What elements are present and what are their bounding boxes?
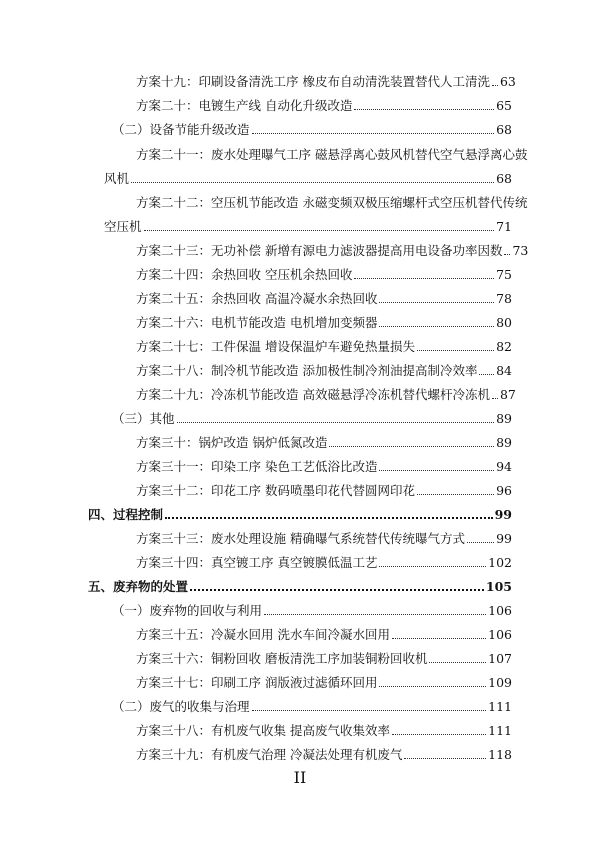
dot-leader — [392, 734, 486, 735]
toc-entry-35[interactable] — [136, 627, 512, 643]
toc-entry-20[interactable] — [136, 98, 512, 114]
toc-entry-22-line1[interactable]: 方案二十二：空压机节能改造 永磁变频双极压缩螺杆式空压机替代传统 — [136, 195, 528, 210]
dot-leader — [379, 686, 486, 687]
toc-section-5-2[interactable] — [112, 699, 512, 715]
toc-entry-36[interactable] — [136, 651, 512, 667]
toc-entry-21[interactable] — [104, 171, 512, 187]
toc-entry-26[interactable] — [136, 315, 512, 331]
toc-entry-title: 方案三十七：印刷工序 润版液过滤循环回用 — [136, 675, 378, 690]
toc-entry-title: 方案二十四：余热回收 空压机余热回收 — [136, 267, 353, 282]
toc-entry-title: 方案三十四：真空镀工序 真空镀膜低温工艺 — [136, 555, 378, 570]
dot-leader — [354, 278, 494, 279]
toc-entry-33[interactable] — [136, 531, 512, 547]
dot-leader — [492, 398, 498, 399]
dot-leader — [329, 446, 494, 447]
toc-entry-page: 87 — [499, 387, 516, 402]
dot-leader — [379, 302, 494, 303]
dot-leader — [467, 542, 494, 543]
dot-leader — [379, 326, 494, 327]
toc-entry-title: 方案二十三：无功补偿 新增有源电力滤波器提高用电设备功率因数 — [136, 243, 503, 258]
toc-entry-page: 99 — [494, 507, 512, 522]
toc-entry-title: 方案三十六：铜粉回收 磨板清洗工序加装铜粉回收机 — [136, 651, 428, 666]
dot-leader — [504, 254, 510, 255]
dot-leader — [252, 710, 487, 711]
toc-entry-page: 63 — [499, 74, 516, 89]
toc-entry-title: 方案三十九：有机废气治理 冷凝法处理有机废气 — [136, 747, 403, 762]
toc-entry-page: 89 — [496, 411, 512, 426]
toc-entry-page: 68 — [496, 171, 512, 186]
toc-entry-page: 73 — [512, 243, 529, 258]
toc-entry-title: （三）其他 — [112, 411, 175, 426]
dot-leader — [354, 109, 494, 110]
toc-entry-page: 106 — [488, 603, 512, 618]
toc-entry-page: 80 — [496, 315, 512, 330]
toc-entry-21-line1[interactable]: 方案二十一：废水处理曝气工序 磁悬浮离心鼓风机替代空气悬浮离心鼓 — [136, 147, 528, 162]
toc-entry-page: 75 — [496, 267, 512, 282]
toc-entry-38[interactable] — [136, 723, 512, 739]
dot-leader — [429, 662, 486, 663]
dot-leader — [417, 350, 494, 351]
dot-leader — [479, 374, 494, 375]
dot-leader — [144, 230, 495, 231]
toc-entry-title: 风机 — [104, 171, 130, 186]
toc-chapter-5[interactable] — [88, 579, 512, 595]
toc-entry-page: 106 — [488, 627, 512, 642]
toc-entry-page: 71 — [496, 219, 512, 234]
toc-entry-19[interactable] — [136, 74, 516, 90]
toc-entry-title: 方案三十二：印花工序 数码喷墨印花代替圆网印花 — [136, 483, 415, 498]
page-number: II — [293, 768, 307, 787]
toc-chapter-4[interactable] — [88, 507, 512, 523]
toc-entry-title: 方案二十五：余热回收 高温冷凝水余热回收 — [136, 291, 378, 306]
toc-entry-page: 89 — [496, 435, 512, 450]
dot-leader — [404, 758, 486, 759]
toc-section-2-3[interactable] — [112, 411, 512, 427]
dot-leader — [252, 133, 495, 134]
toc-entry-title: （二）设备节能升级改造 — [112, 122, 250, 137]
toc-entry-page: 102 — [488, 555, 512, 570]
toc-entry-37[interactable] — [136, 675, 512, 691]
toc-entry-title: 方案二十六：电机节能改造 电机增加变频器 — [136, 315, 378, 330]
toc-entry-page: 94 — [496, 459, 512, 474]
toc-entry-32[interactable] — [136, 483, 512, 499]
dot-leader — [264, 614, 486, 615]
toc-entry-title: 方案三十五：冷凝水回用 洗水车间冷凝水回用 — [136, 627, 390, 642]
toc-entry-page: 105 — [485, 579, 512, 594]
toc-entry-25[interactable] — [136, 291, 512, 307]
dot-leader — [417, 494, 494, 495]
toc-section-5-1[interactable] — [112, 603, 512, 619]
toc-entry-title: 方案十九：印刷设备清洗工序 橡皮布自动清洗装置替代人工清洗 — [136, 74, 490, 89]
dot-leader — [131, 182, 494, 183]
toc-entry-title: （一）废弃物的回收与利用 — [112, 603, 263, 618]
toc-entry-22[interactable] — [104, 219, 512, 235]
dot-leader — [379, 566, 486, 567]
toc-entry-title: 方案三十三：废水处理设施 精确曝气系统替代传统曝气方式 — [136, 531, 465, 546]
toc-entry-page: 84 — [496, 363, 512, 378]
toc-entry-31[interactable] — [136, 459, 512, 475]
toc-entry-page: 111 — [488, 699, 512, 714]
toc-entry-page: 99 — [496, 531, 512, 546]
toc-section-2-2[interactable] — [112, 122, 512, 138]
toc-entry-title: 五、废弃物的处置 — [88, 579, 189, 594]
toc-entry-title: 方案二十七：工件保温 增设保温炉车避免热量损失 — [136, 339, 415, 354]
toc-entry-title: 方案二十：电镀生产线 自动化升级改造 — [136, 98, 353, 113]
toc-entry-39[interactable] — [136, 747, 512, 763]
toc-entry-28[interactable] — [136, 363, 512, 379]
toc-entry-30[interactable] — [136, 435, 512, 451]
dot-leader — [177, 422, 495, 423]
toc-entry-title: 方案三十一：印染工序 染色工艺低浴比改造 — [136, 459, 378, 474]
toc-entry-34[interactable] — [136, 555, 512, 571]
dot-leader — [190, 589, 484, 591]
toc-entry-page: 111 — [488, 723, 512, 738]
toc-entry-page: 107 — [488, 651, 512, 666]
toc-entry-title: 方案二十八：制冷机节能改造 添加极性制冷剂油提高制冷效率 — [136, 363, 478, 378]
toc-entry-page: 96 — [496, 483, 512, 498]
toc-entry-title: 方案三十八：有机废气收集 提高废气收集效率 — [136, 723, 390, 738]
toc-entry-23[interactable] — [136, 243, 529, 259]
toc-entry-page: 68 — [496, 122, 512, 137]
toc-entry-title: （二）废气的收集与治理 — [112, 699, 250, 714]
toc-entry-27[interactable] — [136, 339, 512, 355]
toc-entry-page: 82 — [496, 339, 512, 354]
toc-entry-page: 78 — [496, 291, 512, 306]
toc-entry-title: 四、过程控制 — [88, 507, 164, 522]
toc-entry-page: 118 — [488, 747, 512, 762]
toc-entry-title: 空压机 — [104, 219, 142, 234]
toc-entry-page: 109 — [488, 675, 512, 690]
toc-entry-24[interactable] — [136, 267, 512, 283]
toc-entry-29[interactable] — [136, 387, 516, 403]
toc-entry-page: 65 — [496, 98, 512, 113]
toc-entry-title: 方案三十：锅炉改造 锅炉低氮改造 — [136, 435, 328, 450]
dot-leader — [165, 517, 493, 519]
dot-leader — [392, 638, 486, 639]
dot-leader — [492, 85, 498, 86]
dot-leader — [379, 470, 494, 471]
toc-entry-title: 方案二十九：冷冻机节能改造 高效磁悬浮冷冻机替代螺杆冷冻机 — [136, 387, 490, 402]
